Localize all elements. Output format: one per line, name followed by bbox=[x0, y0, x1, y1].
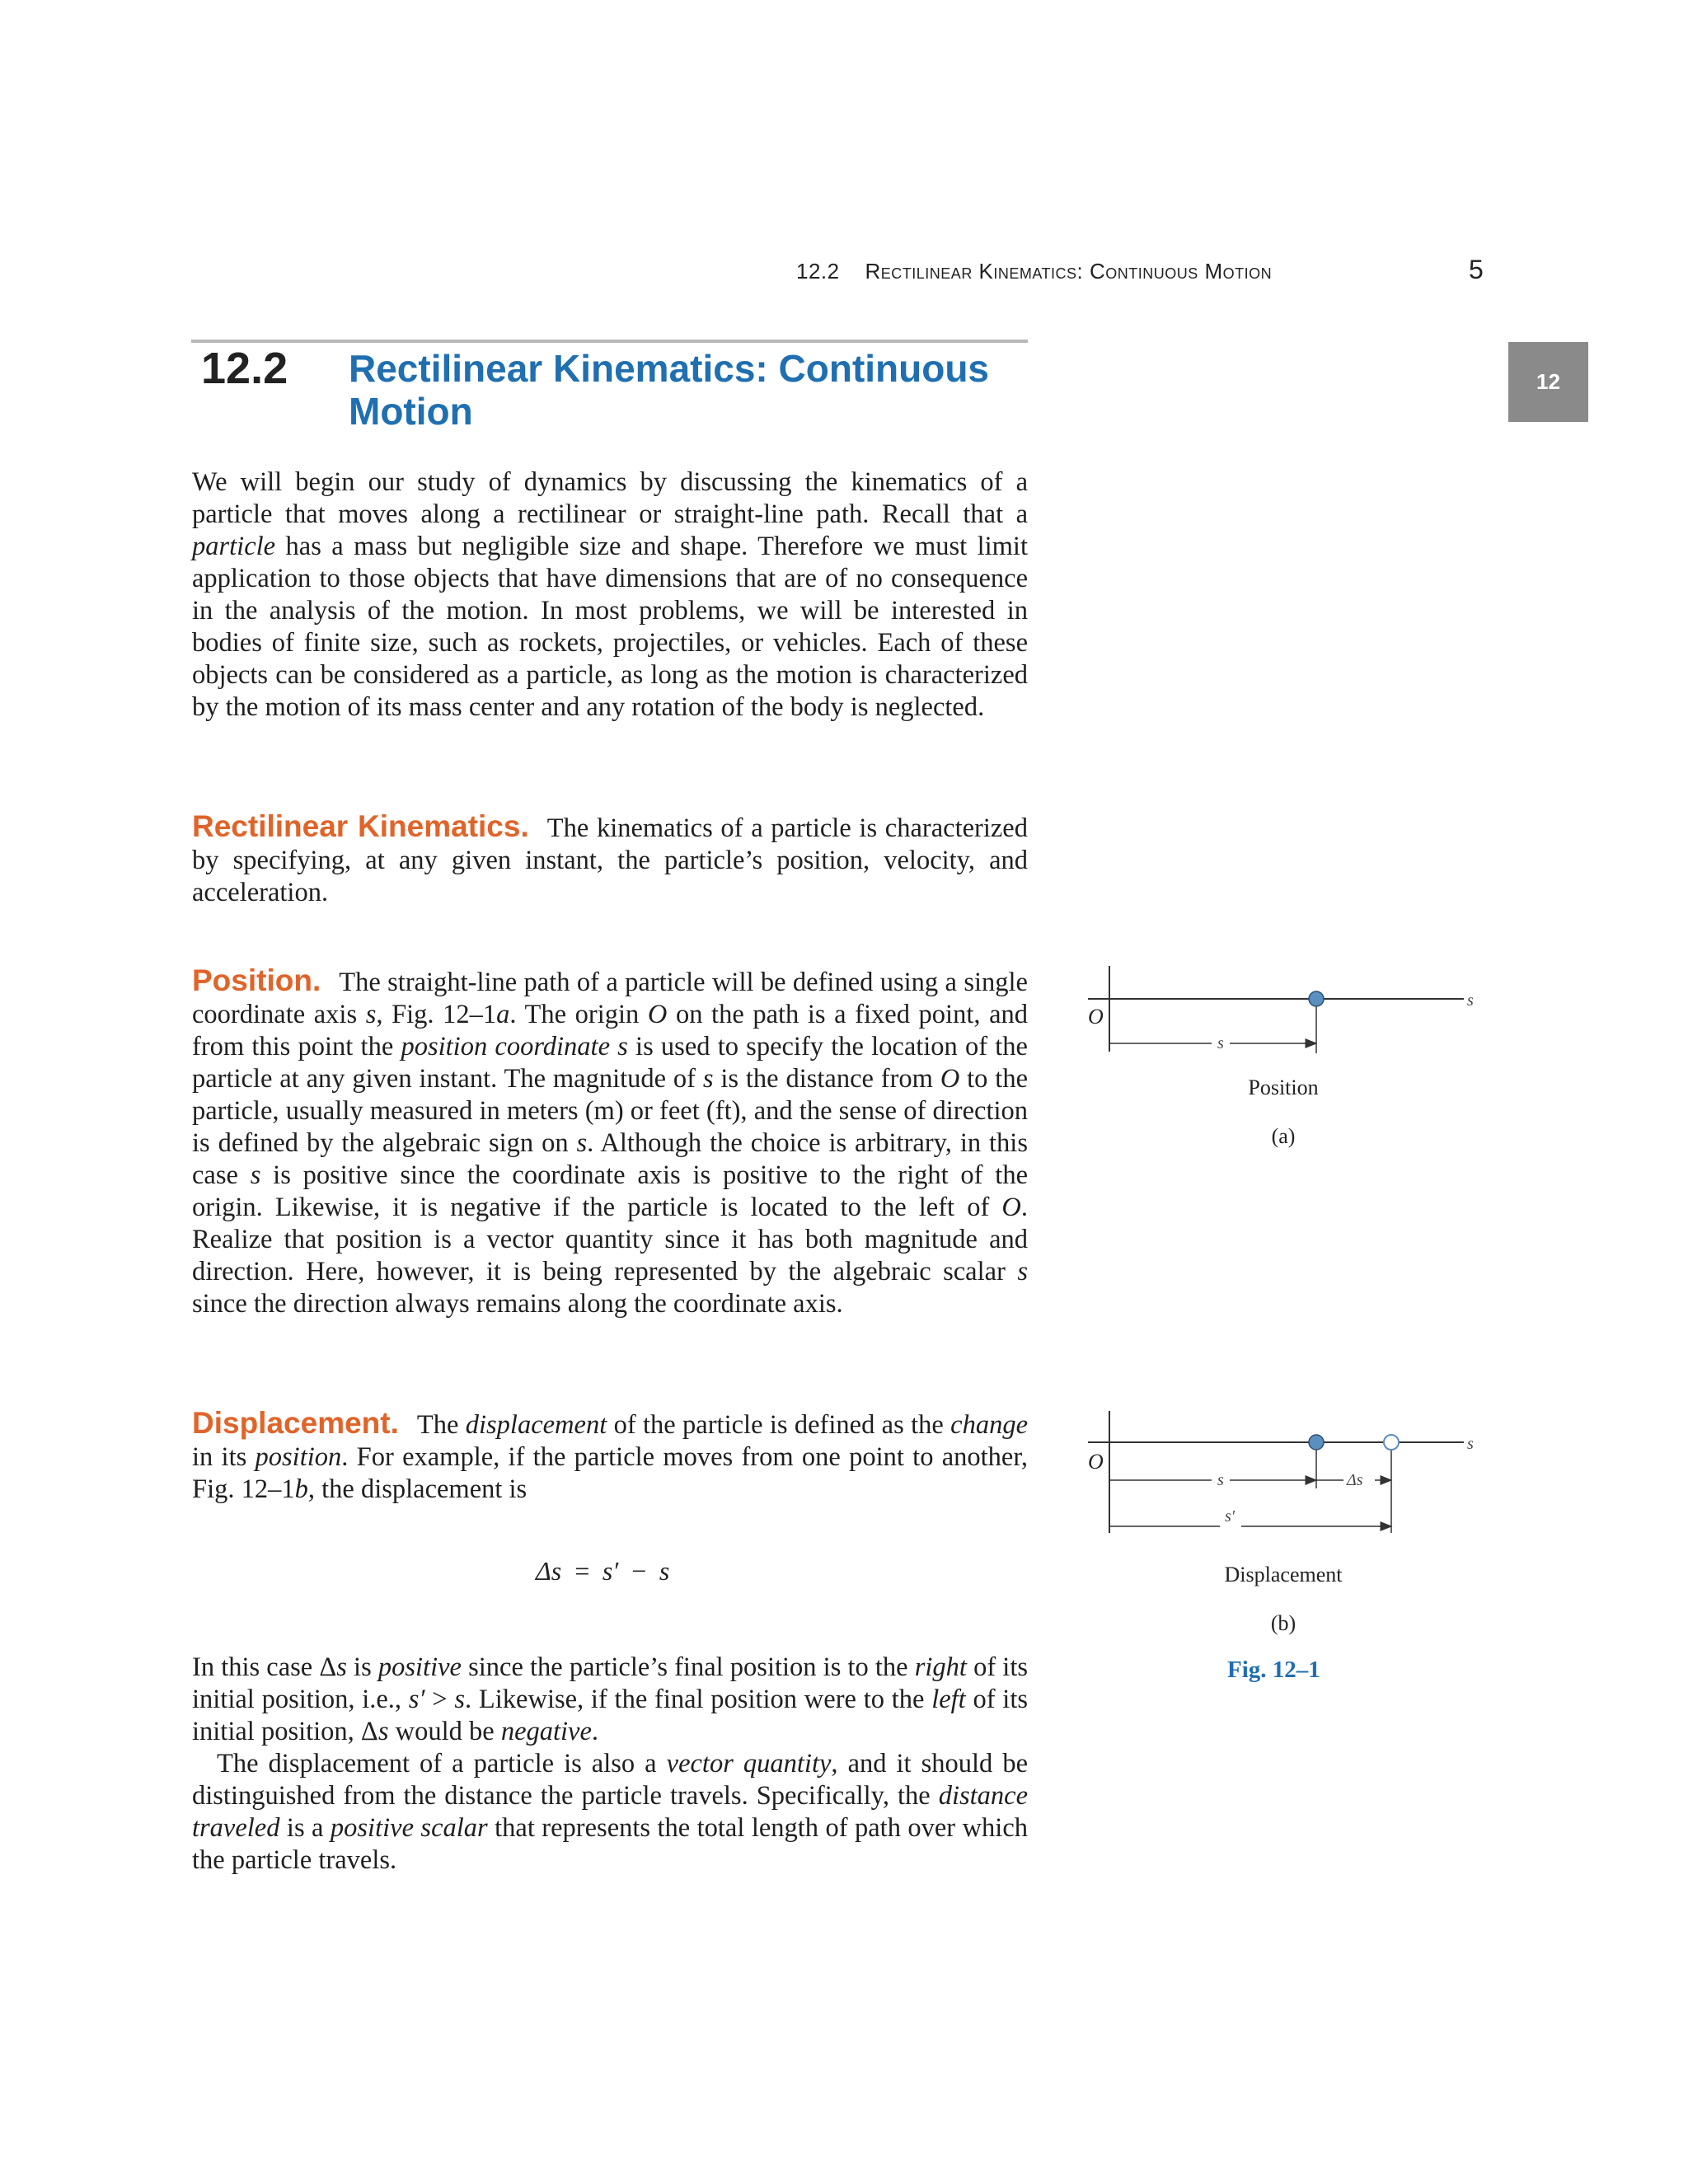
displacement-equation: Δs = s′ − s bbox=[536, 1556, 670, 1586]
sign-paragraph: In this case Δs is positive since the particle’s final position is to the right of its initial position, i.e., s′ > s. Likewise, if the final position were to the left of its initial position, Δs would be negative. bbox=[192, 1652, 1029, 1746]
position-paragraph: Position. The straight-line path of a particle will be defined using a single coordinate axis s, Fig. 12–1a. The origin O on the path is a fixed point, and from this point the position coordinate s is used to specify the location of the particle at any given instant. The magnitude of s is the distance from O to the particle, usually measured in meters (m) or feet (ft), and the sense of direction is defined by the algebraic sign on s. Although the choice is arbitrary, in this case s is positive since the coordinate axis is positive to the right of the origin. Likewise, it is negative if the particle is located to the left of O. Realize that position is a vector quantity since it has both magnitude and direction. Here, however, it is being represented by the algebraic scalar s since the direction always remains along the coordinate axis. bbox=[192, 963, 1029, 1319]
figure-position bbox=[1080, 964, 1492, 1080]
figure-label: Fig. 12–1 bbox=[1227, 1657, 1320, 1683]
vector-paragraph: The displacement of a particle is also a vector quantity, and it should be distinguished from the distance the particle travels. Specifically, the distance traveled is a positive scalar that represents the total length of path over which the particle travels. bbox=[192, 1749, 1028, 1875]
caption-displacement: Displacement bbox=[1224, 1563, 1343, 1586]
section-title: Rectilinear Kinematics: Continuous Motion bbox=[349, 347, 990, 433]
position-heading: Position. bbox=[192, 963, 321, 997]
caption-position: Position bbox=[1248, 1076, 1319, 1099]
section-number: 12.2 bbox=[201, 344, 288, 393]
figure-displacement bbox=[1080, 1409, 1492, 1541]
displacement-heading: Displacement. bbox=[192, 1406, 399, 1440]
dimension-label: s bbox=[1217, 1034, 1224, 1052]
origin-label: O bbox=[1088, 1005, 1104, 1029]
delta-s-label: Δs bbox=[1347, 1471, 1363, 1489]
intro-paragraph: We will begin our study of dynamics by discussing the kinematics of a particle that moves along a rectilinear or straight-line path. Recall that a particle has a mass but negligible size and shape. Therefore we must limit application to those objects that have dimensions that are of no consequence in the analysis of the motion. In most problems, we will be interested in bodies of finite size, such as rockets, projectiles, or vehicles. Each of these objects can be considered as a particle, as long as the motion is characterized by the motion of its mass center and any rotation of the body is neglected. bbox=[192, 467, 1028, 722]
particle-marker bbox=[1309, 991, 1324, 1006]
page-number: 5 bbox=[1469, 255, 1484, 284]
rectilinear-heading: Rectilinear Kinematics. bbox=[192, 809, 529, 843]
rectilinear-paragraph: Rectilinear Kinematics. The kinematics of a particle is characterized by specifying, at any given instant, the particle’s position, velocity, and acceleration. bbox=[192, 809, 1028, 907]
axis-label: s bbox=[1467, 991, 1474, 1010]
s-label: s bbox=[1217, 1471, 1224, 1489]
chapter-tab: 12 bbox=[1508, 342, 1588, 422]
section-rule bbox=[191, 340, 1028, 343]
s-prime-label: s′ bbox=[1225, 1507, 1236, 1526]
caption-a: (a) bbox=[1271, 1124, 1296, 1148]
initial-particle-marker bbox=[1309, 1435, 1324, 1450]
running-header-number: 12.2 bbox=[796, 259, 840, 284]
caption-b: (b) bbox=[1270, 1611, 1296, 1635]
displacement-paragraph: Displacement. The displacement of the particle is defined as the change in its position. For example, if the particle moves from one point to another, Fig. 12–1b, the displacement is bbox=[192, 1406, 1028, 1504]
running-header bbox=[796, 259, 1390, 284]
running-header-title: Rectilinear Kinematics: Continuous Motion bbox=[865, 259, 1273, 284]
final-particle-marker bbox=[1384, 1435, 1399, 1450]
axis-label: s bbox=[1467, 1435, 1474, 1453]
origin-label: O bbox=[1088, 1450, 1104, 1474]
